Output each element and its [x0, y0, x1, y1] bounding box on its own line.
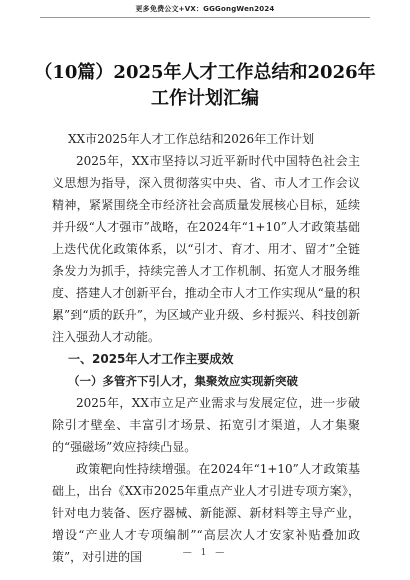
header-divider — [40, 17, 370, 18]
page-number: — 1 — — [182, 548, 228, 558]
heading-level-1: 一、2025年人才工作主要成效 — [68, 352, 234, 366]
header-banner-text: 更多免费公文+VX：GGGongWen2024 — [135, 5, 275, 13]
header-banner — [0, 0, 410, 18]
paragraph: 2025年，XX市立足产业需求与发展定位，进一步破除引才壁垒、丰富引才场景、拓宽引才渠道，人才集聚的“强磁场”效应持续凸显。 — [52, 396, 360, 454]
document-title: （10篇）2025年人才工作总结和2026年工作计划汇编 — [34, 62, 376, 109]
document-body — [52, 128, 360, 568]
section-subtitle: XX市2025年人才工作总结和2026年工作计划 — [68, 132, 315, 146]
heading-level-2: （一）多管齐下引人才，集聚效应实现新突破 — [68, 374, 298, 388]
paragraph: 政策靶向性持续增强。在2024年“1+10”人才政策基础上，出台《XX市2025年重点产业人才引进专项方案》，针对电力装备、医疗器械、新能源、新材料等主导产业，增设“产业人才专项编制”“高层次人才安家补贴叠加政策”，对引进的国 — [52, 462, 360, 564]
paragraph: 2025年，XX市坚持以习近平新时代中国特色社会主义思想为指导，深入贯彻落实中央、省、市人才工作会议精神，紧紧围绕全市经济社会高质量发展核心目标，延续并升级“人才强市”战略，在2024年“1+10”人才政策基础上迭代优化政策体系，以“引才、育才、用才、留才”全链条发力为抓手，持续完善人才工作机制、拓宽人才服务维度、搭建人才创新平台，推动全市人才工作实现从“量的积累”到“质的跃升”，为区域产业升级、乡村振兴、科技创新注入强劲人才动能。 — [52, 154, 360, 344]
